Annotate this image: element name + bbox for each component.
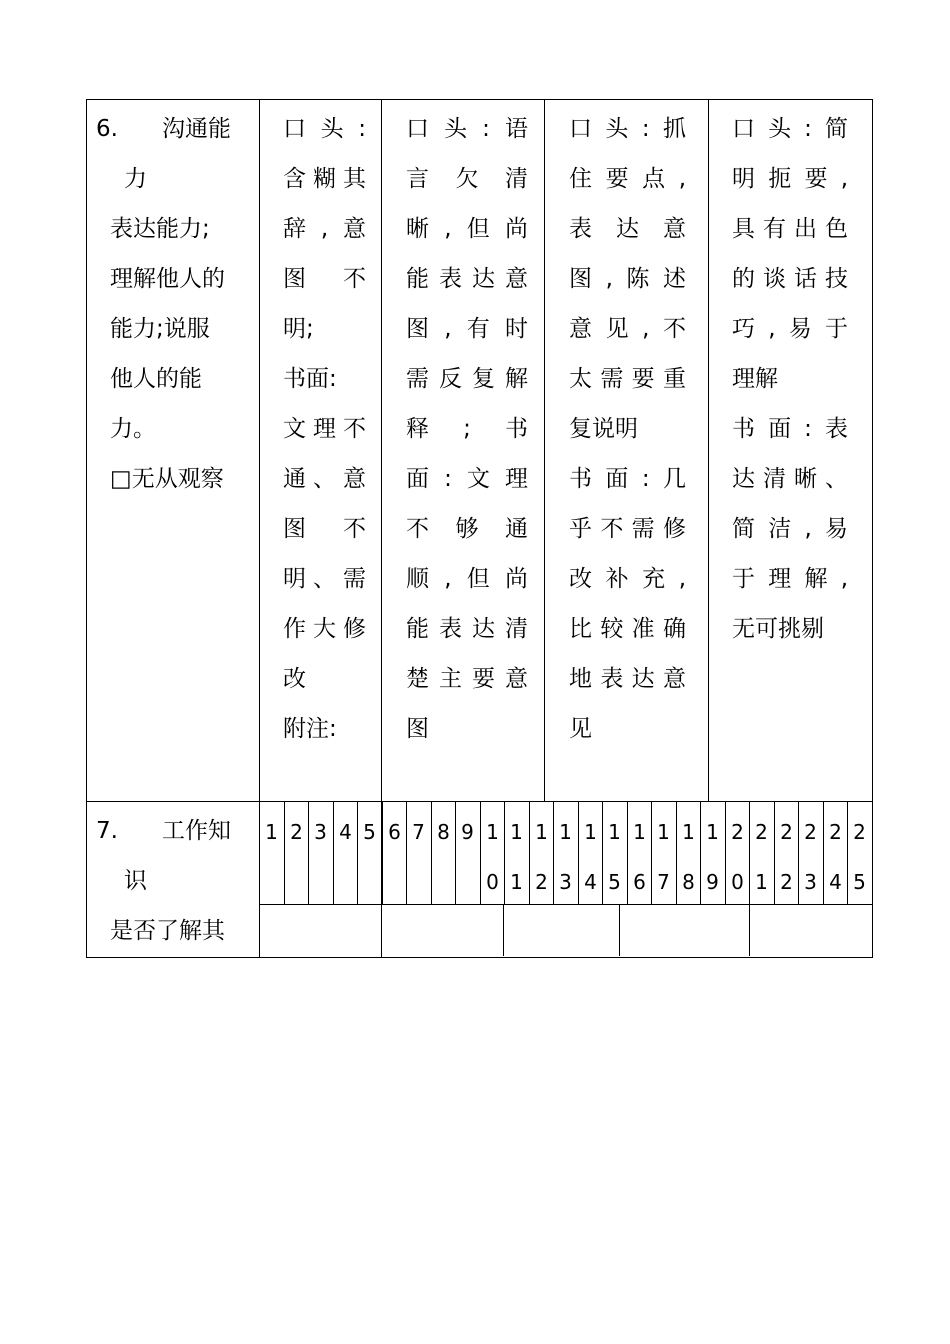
level-text-line: 释 ; 书 xyxy=(406,416,528,442)
score-option[interactable]: 7 xyxy=(412,820,425,844)
score-option[interactable]: 1 xyxy=(486,820,499,844)
level-text-line: 表 达 意 xyxy=(569,216,686,242)
score-option[interactable]: 5 xyxy=(363,820,376,844)
score-divider-line xyxy=(357,801,358,904)
score-option[interactable]: 1 xyxy=(706,820,719,844)
score-option[interactable]: 1 xyxy=(682,820,695,844)
unobservable-checkbox-label[interactable]: □无从观察 xyxy=(110,466,224,492)
score-option[interactable]: 2 xyxy=(535,870,548,894)
level-text-line: 辞,意 xyxy=(283,216,366,242)
level-text-line: 面:文理 xyxy=(406,466,528,492)
score-option[interactable]: 0 xyxy=(486,870,499,894)
level-text-line: 口头:语 xyxy=(406,116,528,142)
score-option[interactable]: 2 xyxy=(731,820,744,844)
score-option[interactable]: 2 xyxy=(780,870,793,894)
row6-description: 他人的能 xyxy=(110,366,202,392)
level-text-line: 的谈话技 xyxy=(732,266,848,292)
level-text-line: 比较准确 xyxy=(569,616,686,642)
score-option[interactable]: 9 xyxy=(461,820,474,844)
row7-description: 是否了解其 xyxy=(110,918,225,944)
score-option[interactable]: 2 xyxy=(853,820,866,844)
level-text-line: 具有出色 xyxy=(732,216,848,242)
level-text-line: 住要点, xyxy=(569,166,686,192)
level-text-line: 巧,易于 xyxy=(732,316,848,342)
level-text-line: 达清晰、 xyxy=(732,466,848,492)
score-option[interactable]: 1 xyxy=(755,870,768,894)
level-text-line: 附注: xyxy=(283,716,337,742)
row6-description: 理解他人的 xyxy=(110,266,225,292)
level-text-line: 图,陈述 xyxy=(569,266,686,292)
score-option[interactable]: 6 xyxy=(633,870,646,894)
level-text-line: 明; xyxy=(283,316,314,342)
score-divider xyxy=(259,904,872,905)
row7-title: 工作知 xyxy=(162,818,231,844)
row-divider xyxy=(86,801,872,802)
score-option[interactable]: 3 xyxy=(314,820,327,844)
row6-description: 力。 xyxy=(110,416,156,442)
level-text-line: 图,有时 xyxy=(406,316,528,342)
level-text-line: 意见,不 xyxy=(569,316,686,342)
level-text-line: 明、需 xyxy=(283,566,366,592)
score-divider-line xyxy=(284,801,285,904)
score-divider-line xyxy=(308,801,309,904)
score-option[interactable]: 7 xyxy=(657,870,670,894)
score-option[interactable]: 4 xyxy=(829,870,842,894)
score-option[interactable]: 6 xyxy=(388,820,401,844)
score-option[interactable]: 9 xyxy=(706,870,719,894)
score-option[interactable]: 4 xyxy=(339,820,352,844)
level-text-line: 需反复解 xyxy=(406,366,528,392)
score-option[interactable]: 3 xyxy=(804,870,817,894)
level-text-line: 明扼要, xyxy=(732,166,848,192)
level-text-line: 作大修 xyxy=(283,616,366,642)
score-option[interactable]: 1 xyxy=(510,870,523,894)
level-text-line: 太需要重 xyxy=(569,366,686,392)
level-text-line: 书面: xyxy=(283,366,337,392)
level-text-line: 不 够 通 xyxy=(406,516,528,542)
level-text-line: 见 xyxy=(569,716,592,742)
score-option[interactable]: 8 xyxy=(682,870,695,894)
row6-description: 能力;说服 xyxy=(110,316,210,342)
level-text-line: 图 不 xyxy=(283,516,366,542)
score-option[interactable]: 0 xyxy=(731,870,744,894)
score-option[interactable]: 2 xyxy=(290,820,303,844)
row7-title-cont: 识 xyxy=(124,868,147,894)
level-text-line: 能表达意 xyxy=(406,266,528,292)
level-text-line: 简洁,易 xyxy=(732,516,848,542)
level-text-line: 书面:几 xyxy=(569,466,686,492)
level-text-line: 图 xyxy=(406,716,429,742)
score-option[interactable]: 8 xyxy=(437,820,450,844)
level-text-line: 晰,但尚 xyxy=(406,216,528,242)
score-divider-line xyxy=(455,801,456,904)
score-divider-line xyxy=(406,801,407,904)
row6-number: 6. xyxy=(96,116,118,142)
score-option[interactable]: 1 xyxy=(535,820,548,844)
level-text-line: 地表达意 xyxy=(569,666,686,692)
row6-description: 表达能力; xyxy=(110,216,210,242)
column-divider xyxy=(544,99,545,801)
row6-title-cont: 力 xyxy=(124,166,147,192)
score-option[interactable]: 1 xyxy=(633,820,646,844)
level-text-line: 含糊其 xyxy=(283,166,366,192)
score-divider-line xyxy=(431,801,432,904)
level-text-line: 口头:简 xyxy=(732,116,848,142)
score-option[interactable]: 1 xyxy=(265,820,278,844)
score-group-divider xyxy=(619,904,620,956)
level-text-line: 通、意 xyxy=(283,466,366,492)
level-text-line: 口头:抓 xyxy=(569,116,686,142)
level-text-line: 乎不需修 xyxy=(569,516,686,542)
level-text-line: 文理不 xyxy=(283,416,366,442)
level-text-line: 言 欠 清 xyxy=(406,166,528,192)
score-option[interactable]: 2 xyxy=(804,820,817,844)
row6-title: 沟通能 xyxy=(162,116,231,142)
score-option[interactable]: 1 xyxy=(510,820,523,844)
level-text-line: 理解 xyxy=(732,366,778,392)
score-option[interactable]: 4 xyxy=(584,870,597,894)
score-option[interactable]: 1 xyxy=(584,820,597,844)
score-option[interactable]: 1 xyxy=(559,820,572,844)
score-option[interactable]: 2 xyxy=(780,820,793,844)
level-text-line: 书面:表 xyxy=(732,416,848,442)
level-text-line: 能表达清 xyxy=(406,616,528,642)
level-text-line: 于理解, xyxy=(732,566,848,592)
level-text-line: 改补充, xyxy=(569,566,686,592)
score-divider-line xyxy=(333,801,334,904)
column-divider xyxy=(708,99,709,801)
level-text-line: 复说明 xyxy=(569,416,638,442)
level-text-line: 楚主要意 xyxy=(406,666,528,692)
level-text-line: 口头: xyxy=(283,116,366,142)
level-text-line: 图 不 xyxy=(283,266,366,292)
score-option[interactable]: 5 xyxy=(608,870,621,894)
score-group-divider xyxy=(503,904,504,956)
score-group-divider xyxy=(749,904,750,956)
row7-number: 7. xyxy=(96,818,118,844)
score-option[interactable]: 5 xyxy=(853,870,866,894)
score-option[interactable]: 2 xyxy=(755,820,768,844)
score-option[interactable]: 1 xyxy=(657,820,670,844)
score-option[interactable]: 1 xyxy=(608,820,621,844)
score-divider-line xyxy=(382,801,383,904)
score-option[interactable]: 3 xyxy=(559,870,572,894)
level-text-line: 改 xyxy=(283,666,306,692)
level-text-line: 顺,但尚 xyxy=(406,566,528,592)
level-text-line: 无可挑剔 xyxy=(732,616,824,642)
score-option[interactable]: 2 xyxy=(829,820,842,844)
